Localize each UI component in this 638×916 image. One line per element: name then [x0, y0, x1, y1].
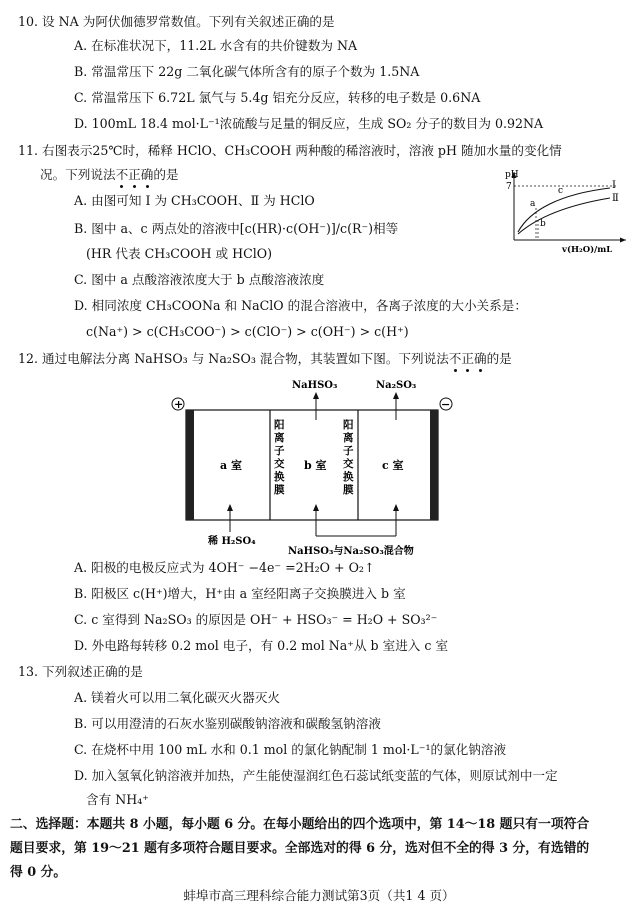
room-a-label: a 室	[220, 459, 242, 472]
q10-option-a: A. 在标准状况下，11.2L 水含有的共价键数为 NA	[74, 38, 358, 53]
q11-stem-pre: 况。下列说法	[40, 167, 116, 182]
point-c-label: c	[558, 186, 564, 196]
section2-line3: 得 0 分。	[10, 865, 67, 880]
q13-option-b: B. 可以用澄清的石灰水鉴别碳酸钠溶液和碳酸氢钠溶液	[74, 716, 381, 731]
svg-text:交: 交	[343, 458, 354, 470]
q10-stem: 10. 设 NA 为阿伏伽德罗常数值。下列有关叙述正确的是	[18, 14, 335, 29]
svg-text:交: 交	[274, 458, 285, 470]
emphasis-char: 正	[461, 351, 474, 366]
q11-option-b: B. 图中 a、c 两点处的溶液中[c(HR)·c(OH⁻)]/c(R⁻)相等	[74, 221, 399, 236]
q11-option-c: C. 图中 a 点酸溶液浓度大于 b 点酸溶液浓度	[74, 272, 325, 287]
svg-text:子: 子	[343, 445, 354, 457]
graph-y-label: pH	[505, 170, 519, 180]
q12-option-a: A. 阳极的电极反应式为 4OH⁻ −4e⁻ =2H₂O + O₂↑	[74, 560, 375, 575]
point-b-label: b	[540, 219, 546, 229]
q12-option-d: D. 外电路每转移 0.2 mol 电子，有 0.2 mol Na⁺从 b 室进入 c 室	[74, 638, 449, 653]
room-c-label: c 室	[382, 459, 404, 472]
q13-option-d: D. 加入氢氧化钠溶液并加热，产生能使湿润红色石蕊试纸变蓝的气体，则原试剂中一定	[74, 768, 558, 783]
q12-option-b: B. 阳极区 c(H⁺)增大，H⁺由 a 室经阳离子交换膜进入 b 室	[74, 586, 406, 601]
graph-y-tick: 7	[506, 182, 512, 192]
cathode-electrode	[430, 410, 438, 520]
anode-electrode	[186, 410, 194, 520]
membrane-label-right	[343, 418, 354, 496]
q10-option-b: B. 常温常压下 22g 二氧化碳气体所含有的原子个数为 1.5NA	[74, 64, 420, 79]
q11-option-d: D. 相同浓度 CH₃COONa 和 NaClO 的混合溶液中，各离子浓度的大小关系是：	[74, 298, 527, 313]
emphasis-char: 不	[115, 167, 129, 182]
svg-text:阳: 阳	[274, 419, 285, 431]
q10-option-d: D. 100mL 18.4 mol·L⁻¹浓硫酸与足量的铜反应，生成 SO₂ 分子的数目为 0.92NA	[74, 116, 544, 131]
curve-i-label: Ⅰ	[612, 180, 616, 191]
plus-terminal: +	[174, 398, 184, 411]
q13-option-c: C. 在烧杯中用 100 mL 水和 0.1 mol 的氯化钠配制 1 mol·L⁻¹的氯化钠溶液	[74, 742, 507, 757]
q12-option-c: C. c 室得到 Na₂SO₃ 的原因是 OH⁻ + HSO₃⁻ = H₂O + SO₃²⁻	[74, 612, 438, 627]
q12-stem-post: 的是	[486, 351, 512, 366]
svg-text:换: 换	[274, 471, 285, 483]
emphasis-char: 不	[448, 351, 462, 366]
curve-ii-label: Ⅱ	[612, 193, 619, 204]
section2-line1: 二、选择题：本题共 8 小题，每小题 6 分。在每小题给出的四个选项中，第 14～18 题只有一项符合	[10, 817, 590, 832]
svg-text:膜: 膜	[343, 484, 354, 496]
emphasis-char: 正	[128, 167, 141, 182]
q11-stem-post: 的是	[153, 167, 179, 182]
electrolysis-apparatus-diagram	[168, 376, 464, 560]
emphasis-char: 确	[140, 167, 154, 182]
ph-dilution-graph	[500, 168, 632, 254]
svg-text:子: 子	[274, 445, 285, 457]
svg-text:阳: 阳	[343, 419, 354, 431]
q11-stem-line2	[40, 167, 179, 183]
q12-stem	[18, 351, 512, 367]
svg-text:换: 换	[343, 471, 354, 483]
page-footer: 蚌埠市高三理科综合能力测试第3页（共1 4 页）	[183, 888, 455, 903]
room-b-label: b 室	[304, 459, 327, 472]
q10-option-c: C. 常温常压下 6.72L 氯气与 5.4g 铝充分反应，转移的电子数是 0.6NA	[74, 90, 481, 105]
q12-stem-pre: 12. 通过电解法分离 NaHSO₃ 与 Na₂SO₃ 混合物，其装置如下图。下列说法	[18, 351, 449, 366]
q13-option-a: A. 镁着火可以用二氧化碳灭火器灭火	[74, 690, 281, 705]
svg-text:离: 离	[274, 432, 285, 444]
output-nahso3: NaHSO₃	[292, 380, 338, 391]
q11-option-b-note: (HR 代表 CH₃COOH 或 HClO)	[86, 246, 272, 261]
point-a-label: a	[530, 199, 536, 209]
q11-stem-line1: 11. 右图表示25℃时，稀释 HClO、CH₃COOH 两种酸的稀溶液时，溶液 pH 随加水量的变化情	[18, 143, 562, 158]
minus-terminal: −	[441, 398, 451, 411]
section2-line2: 题目要求，第 19～21 题有多项符合题目要求。全部选对的得 6 分，选对但不全的得 3 分，有选错的	[10, 841, 590, 856]
svg-text:膜: 膜	[274, 484, 285, 496]
svg-text:离: 离	[343, 432, 354, 444]
input-mixture: NaHSO₃与Na₂SO₃混合物	[288, 546, 414, 557]
input-dilute-h2so4: 稀 H₂SO₄	[208, 536, 256, 547]
emphasis-char: 确	[473, 351, 487, 366]
q13-option-d-cont: 含有 NH₄⁺	[86, 792, 149, 807]
q13-stem: 13. 下列叙述正确的是	[18, 664, 143, 679]
graph-x-label: v(H₂O)/mL	[562, 245, 613, 254]
q11-option-d-relation: c(Na⁺) > c(CH₃COO⁻) > c(ClO⁻) > c(OH⁻) > c(H⁺)	[86, 324, 409, 339]
membrane-label-left	[274, 418, 285, 496]
output-na2so3: Na₂SO₃	[376, 380, 417, 391]
q11-option-a: A. 由图可知 Ⅰ 为 CH₃COOH、Ⅱ 为 HClO	[74, 193, 315, 208]
